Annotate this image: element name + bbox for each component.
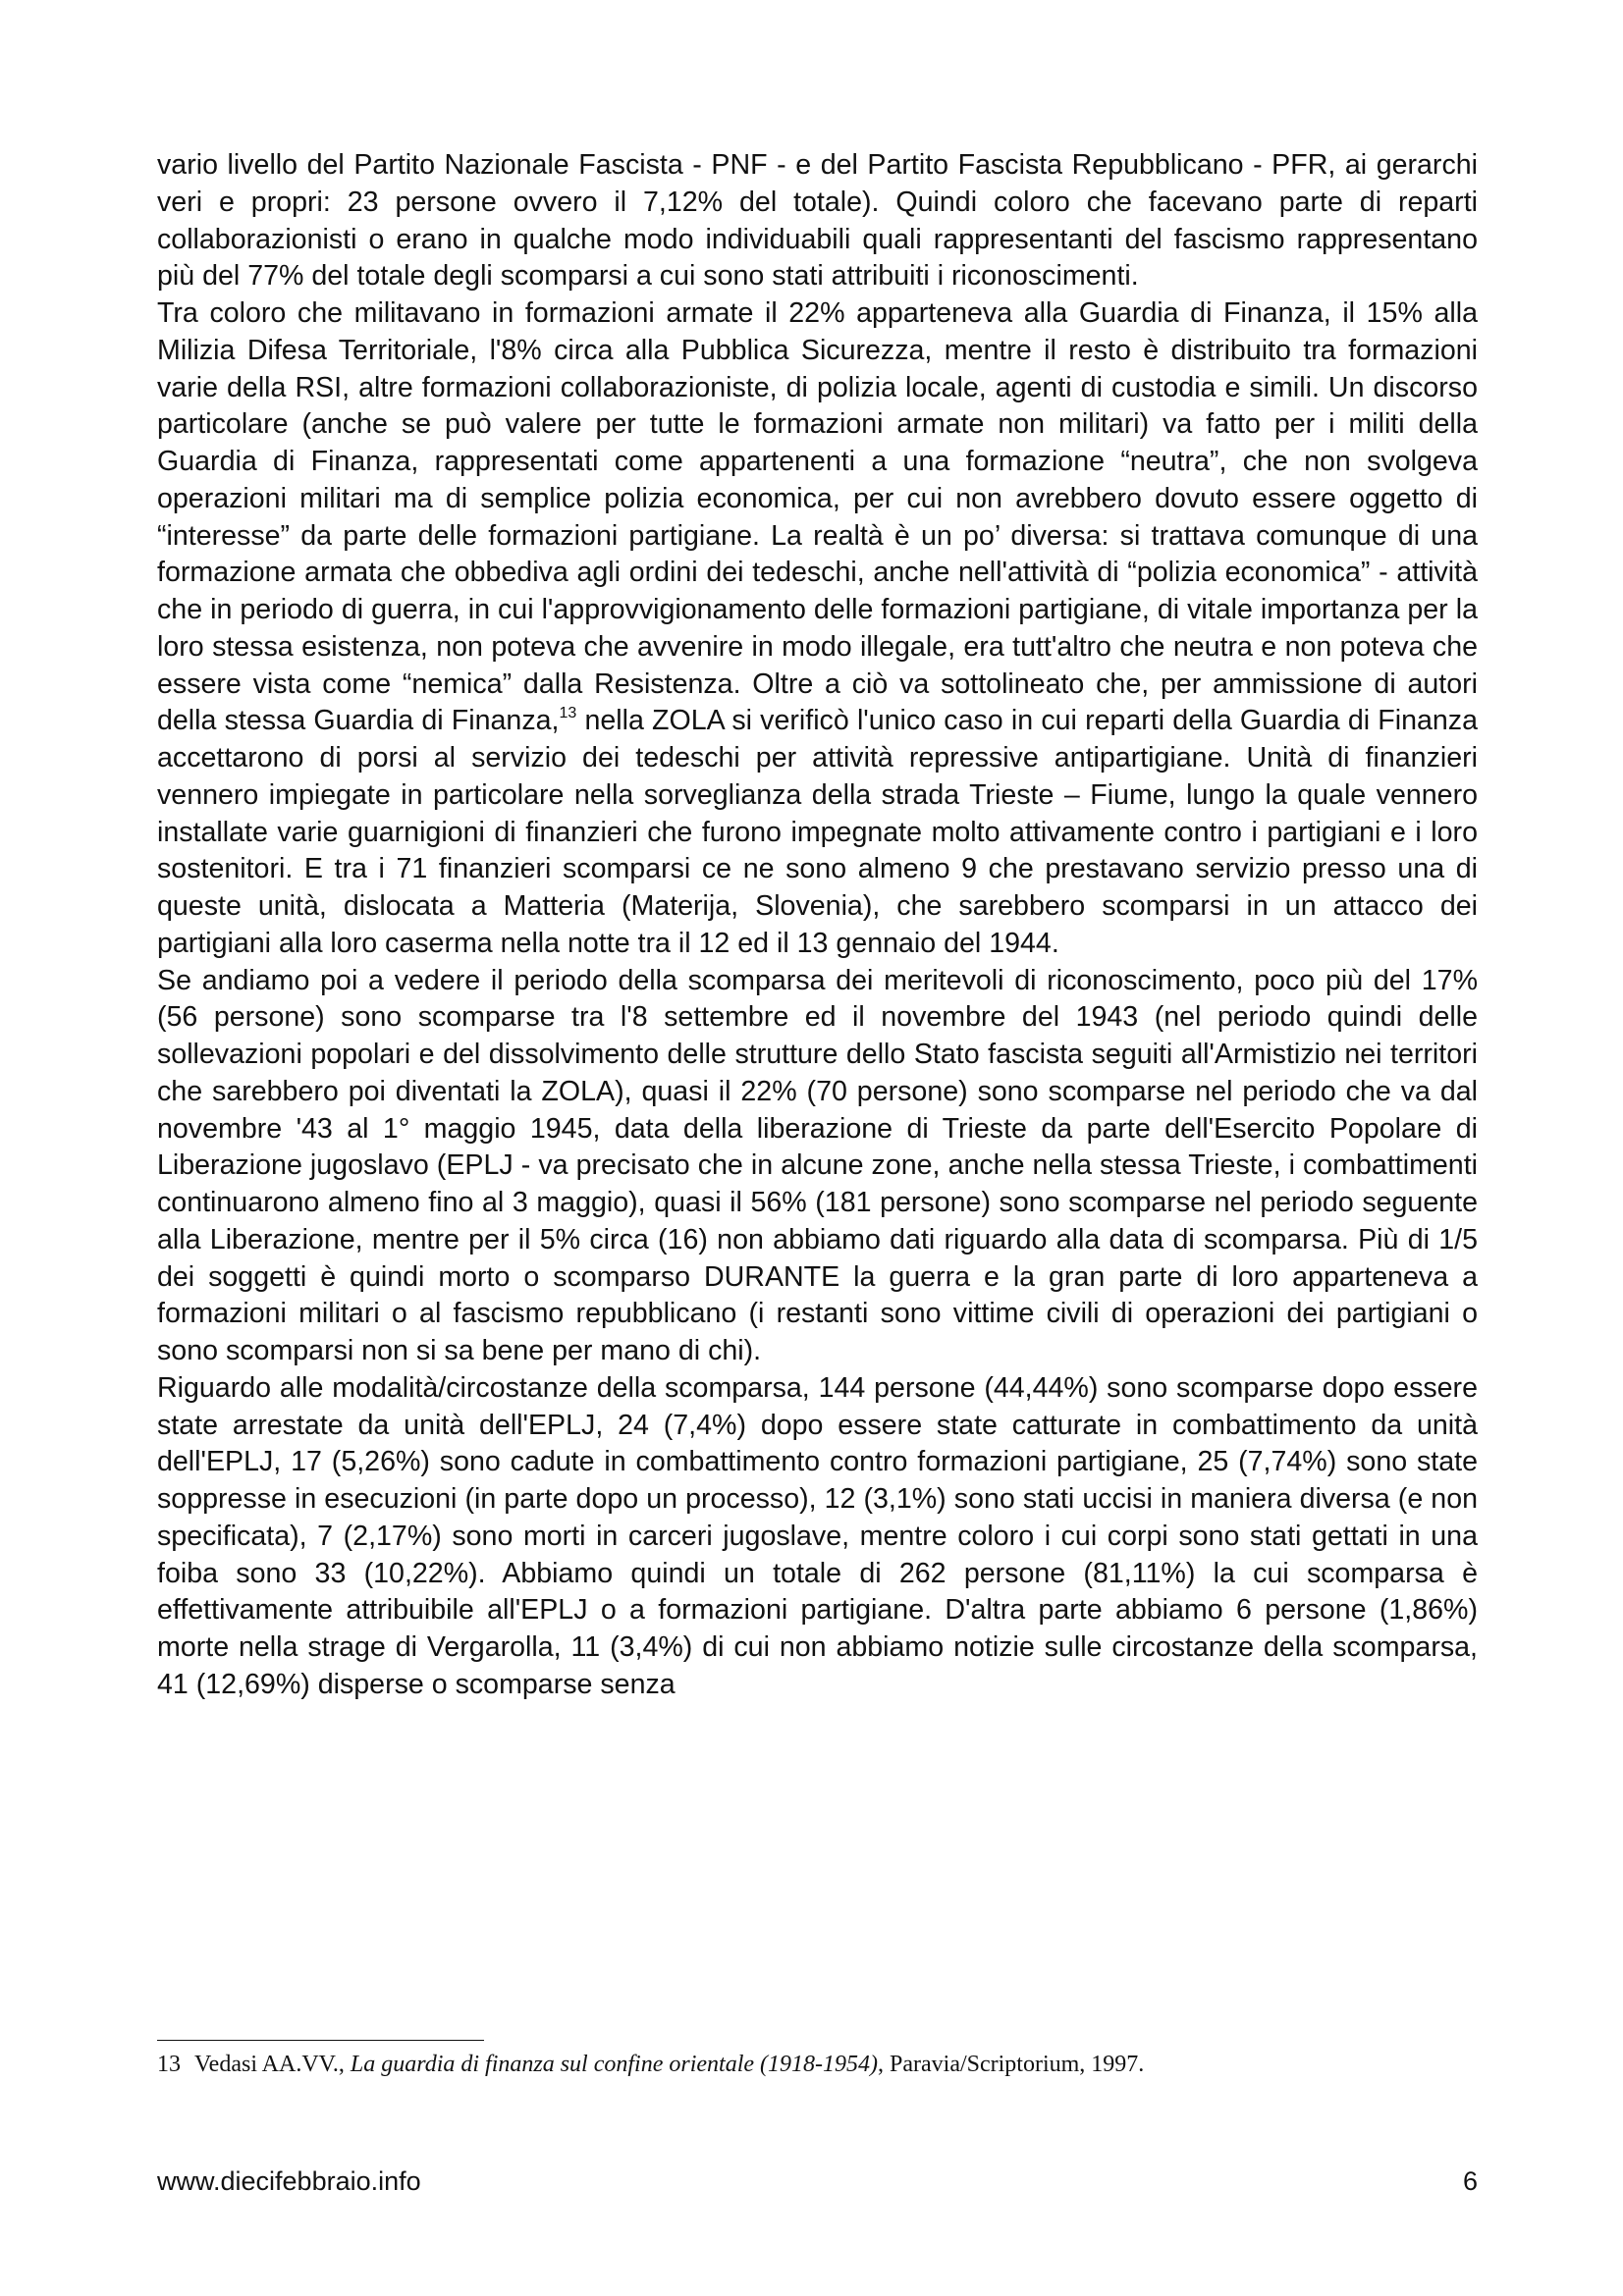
page-number: 6 — [1462, 2166, 1478, 2196]
body-text — [157, 147, 1478, 1704]
paragraph: Riguardo alle modalità/circostanze della scomparsa, 144 persone (44,44%) sono scomparse dopo essere state arrestate da unità dell'EPLJ, 24 (7,4%) dopo essere state catturate in combattimento da unità dell'EPLJ, 17 (5,26%) sono cadute in combattimento contro formazioni partigiane, 25 (7,74%) sono state soppresse in esecuzioni (in parte dopo un processo), 12 (3,1%) sono stati uccisi in maniera diversa (e non specificata), 7 (2,17%) sono morti in carceri jugoslave, mentre coloro i cui corpi sono stati gettati in una foiba sono 33 (10,22%). Abbiamo quindi un totale di 262 persone (81,11%) la cui scomparsa è effettivamente attribuibile all'EPLJ o a formazioni partigiane. D'altra parte abbiamo 6 persone (1,86%) morte nella strage di Vergarolla, 11 (3,4%) di cui non abbiamo notizie sulle circostanze della scomparsa, 41 (12,69%) disperse o scomparse senza — [157, 1371, 1478, 1700]
footnote-separator — [157, 2040, 484, 2041]
footnote-lead: Vedasi AA.VV., — [194, 2052, 351, 2077]
footer-website-link[interactable]: www.diecifebbraio.info — [157, 2166, 421, 2196]
footnote-title: La guardia di finanza sul confine orientale (1918-1954) — [350, 2052, 878, 2077]
footnote-reference[interactable]: 13 — [559, 704, 577, 721]
paragraph — [157, 295, 1478, 963]
footnote — [157, 2050, 1478, 2079]
footnote-number: 13 — [157, 2052, 181, 2077]
paragraph: vario livello del Partito Nazionale Fascista - PNF - e del Partito Fascista Repubblicano - PFR, ai gerarchi veri e propri: 23 persone ovvero il 7,12% del totale). Quindi coloro che facevano parte di reparti collaborazionisti o erano in qualche modo individuabili quali rappresentanti del fascismo rappresentano più del 77% del totale degli scomparsi a cui sono stati attribuiti i riconoscimenti. — [157, 149, 1478, 293]
footnote-rest: , Paravia/Scriptorium, 1997. — [878, 2052, 1145, 2077]
paragraph: Se andiamo poi a vedere il periodo della scomparsa dei meritevoli di riconoscimento, poco più del 17% (56 persone) sono scomparse tra l'8 settembre ed il novembre del 1943 (nel periodo quindi delle sollevazioni popolari e del dissolvimento delle strutture dello Stato fascista seguiti all'Armistizio nei territori che sarebbero poi diventati la ZOLA), quasi il 22% (70 persone) sono scomparse nel periodo che va dal novembre '43 al 1° maggio 1945, data della liberazione di Trieste da parte dell'Esercito Popolare di Liberazione jugoslavo (EPLJ - va precisato che in alcune zone, anche nella stessa Trieste, i combattimenti continuarono almeno fino al 3 maggio), quasi il 56% (181 persone) sono scomparse nel periodo seguente alla Liberazione, mentre per il 5% circa (16) non abbiamo dati riguardo alla data di scomparsa. Più di 1/5 dei soggetti è quindi morto o scomparso DURANTE la guerra e la gran parte di loro apparteneva a formazioni militari o al fascismo repubblicano (i restanti sono vittime civili di operazioni dei partigiani o sono scomparsi non si sa bene per mano di chi). — [157, 964, 1478, 1366]
paragraph-text: Tra coloro che militavano in formazioni armate il 22% apparteneva alla Guardia di Finanza, il 15% alla Milizia Difesa Territoriale, l'8% circa alla Pubblica Sicurezza, mentre il resto è distribuito tra formazioni varie della RSI, altre formazioni collaborazioniste, di polizia locale, agenti di custodia e simili. Un discorso particolare (anche se può valere per tutte le formazioni armate non militari) va fatto per i militi della Guardia di Finanza, rappresentati come appartenenti a una formazione “neutra”, che non svolgeva operazioni militari ma di semplice polizia economica, per cui non avrebbero dovuto essere oggetto di “interesse” da parte delle formazioni partigiane. La realtà è un po’ diversa: si trattava comunque di una formazione armata che obbediva agli ordini dei tedeschi, anche nell'attività di “polizia economica” - attività che in periodo di guerra, in cui l'approvvigionamento delle formazioni partigiane, di vitale importanza per la loro stessa esistenza, non poteva che avvenire in modo illegale, era tutt'altro che neutra e non poteva che essere vista come “nemica” dalla Resistenza. Oltre a ciò va sottolineato che, per ammissione di autori della stessa Guardia di Finanza, — [157, 297, 1478, 737]
paragraph-text: nella ZOLA si verificò l'unico caso in cui reparti della Guardia di Finanza accettarono di porsi al servizio dei tedeschi per attività repressive antipartigiane. Unità di finanzieri vennero impiegate in particolare nella sorveglianza della strada Trieste – Fiume, lungo la quale vennero installate varie guarnigioni di finanzieri che furono impegnate molto attivamente contro i partigiani e i loro sostenitori. E tra i 71 finanzieri scomparsi ce ne sono almeno 9 che prestavano servizio presso una di queste unità, dislocata a Matteria (Materija, Slovenia), che sarebbero scomparsi in un attacco dei partigiani alla loro caserma nella notte tra il 12 ed il 13 gennaio del 1944. — [157, 705, 1478, 959]
